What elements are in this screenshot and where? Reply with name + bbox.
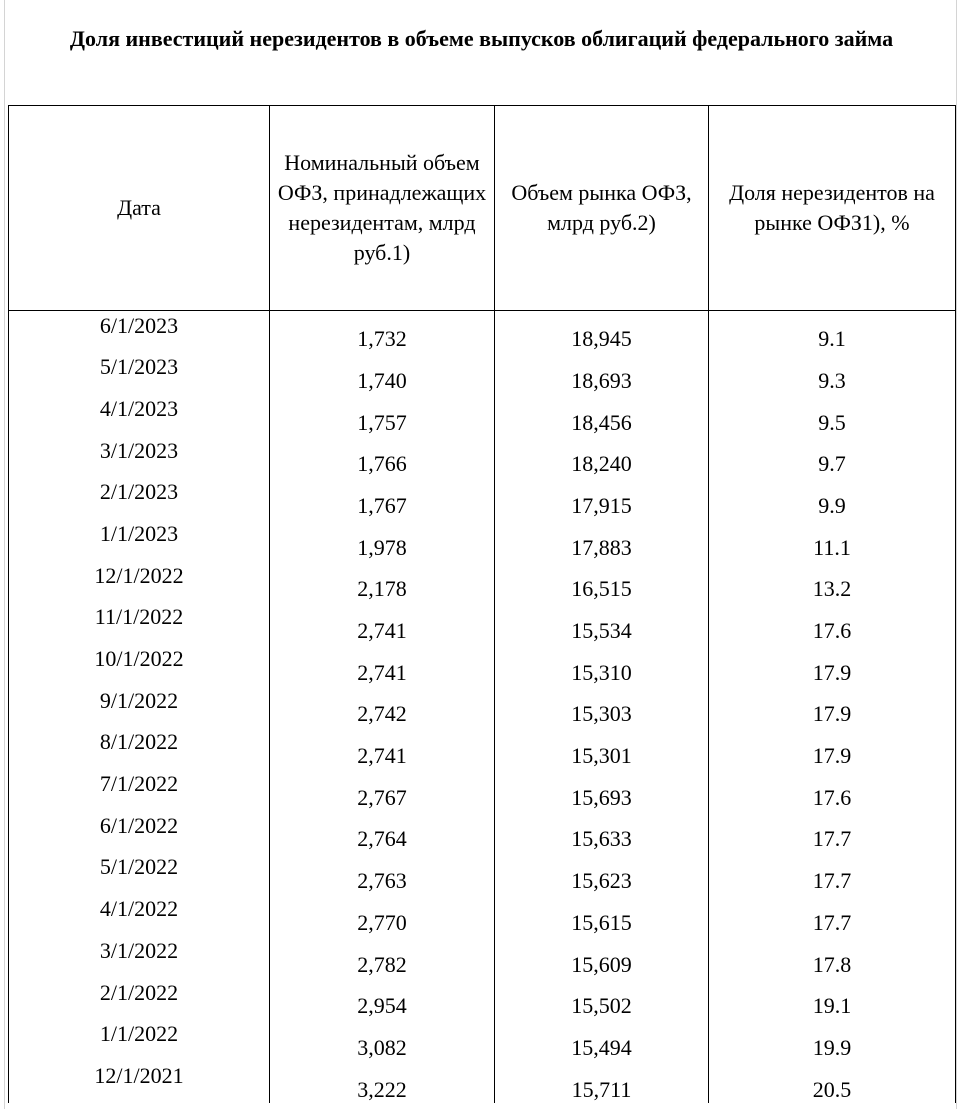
- cell-nominal-volume: 2,741: [270, 644, 495, 686]
- cell-nominal-volume: 3,222: [270, 1061, 495, 1103]
- cell-market-volume: 15,310: [495, 644, 709, 686]
- cell-market-volume: 17,883: [495, 519, 709, 561]
- table-row: [9, 727, 956, 769]
- cell-market-volume: 15,502: [495, 978, 709, 1020]
- cell-market-volume: 18,456: [495, 394, 709, 436]
- cell-nominal-volume: 2,782: [270, 936, 495, 978]
- cell-market-volume: 15,303: [495, 686, 709, 728]
- table-row: [9, 519, 956, 561]
- cell-nominal-volume: 2,741: [270, 602, 495, 644]
- table-row: [9, 978, 956, 1020]
- cell-date: 2/1/2023: [9, 477, 270, 519]
- cell-date: 3/1/2022: [9, 936, 270, 978]
- cell-nonresident-share: 13.2: [709, 561, 956, 603]
- cell-nominal-volume: 3,082: [270, 1019, 495, 1061]
- cell-market-volume: 16,515: [495, 561, 709, 603]
- cell-market-volume: 15,301: [495, 727, 709, 769]
- cell-market-volume: 15,494: [495, 1019, 709, 1061]
- table-row: [9, 811, 956, 853]
- table-row: [9, 394, 956, 436]
- cell-nominal-volume: 2,954: [270, 978, 495, 1020]
- cell-date: 6/1/2022: [9, 811, 270, 853]
- cell-market-volume: 18,240: [495, 436, 709, 478]
- cell-nominal-volume: 2,770: [270, 894, 495, 936]
- cell-nominal-volume: 2,764: [270, 811, 495, 853]
- table-row: [9, 1061, 956, 1103]
- cell-date: 3/1/2023: [9, 436, 270, 478]
- cell-date: 10/1/2022: [9, 644, 270, 686]
- cell-nonresident-share: 9.7: [709, 436, 956, 478]
- cell-market-volume: 15,711: [495, 1061, 709, 1103]
- cell-nonresident-share: 17.9: [709, 644, 956, 686]
- table-row: [9, 769, 956, 811]
- header-nonresident-share: Доля нерезидентов на рынке ОФЗ1), %: [709, 106, 956, 311]
- table-row: [9, 894, 956, 936]
- header-market-volume: Объем рынка ОФЗ, млрд руб.2): [495, 106, 709, 311]
- cell-date: 4/1/2023: [9, 394, 270, 436]
- table-row: [9, 436, 956, 478]
- cell-nominal-volume: 1,767: [270, 477, 495, 519]
- document-title: Доля инвестиций нерезидентов в объеме выпусков облигаций федерального займа: [69, 26, 894, 51]
- cell-date: 1/1/2022: [9, 1019, 270, 1061]
- cell-nonresident-share: 9.3: [709, 352, 956, 394]
- cell-market-volume: 17,915: [495, 477, 709, 519]
- table-row: [9, 561, 956, 603]
- cell-date: 12/1/2021: [9, 1061, 270, 1103]
- cell-market-volume: 15,609: [495, 936, 709, 978]
- cell-nonresident-share: 17.9: [709, 686, 956, 728]
- cell-nominal-volume: 2,763: [270, 852, 495, 894]
- cell-nonresident-share: 17.6: [709, 602, 956, 644]
- cell-nonresident-share: 9.9: [709, 477, 956, 519]
- cell-date: 2/1/2022: [9, 978, 270, 1020]
- cell-nonresident-share: 17.7: [709, 852, 956, 894]
- cell-nominal-volume: 2,741: [270, 727, 495, 769]
- table-row: [9, 936, 956, 978]
- cell-market-volume: 15,633: [495, 811, 709, 853]
- cell-date: 5/1/2023: [9, 352, 270, 394]
- cell-nominal-volume: 1,766: [270, 436, 495, 478]
- document-frame: [4, 0, 957, 1109]
- cell-nonresident-share: 17.7: [709, 811, 956, 853]
- cell-market-volume: 15,534: [495, 602, 709, 644]
- cell-date: 6/1/2023: [9, 311, 270, 353]
- cell-nominal-volume: 2,767: [270, 769, 495, 811]
- table-row: [9, 352, 956, 394]
- cell-date: 9/1/2022: [9, 686, 270, 728]
- cell-nominal-volume: 1,732: [270, 311, 495, 353]
- cell-nominal-volume: 2,178: [270, 561, 495, 603]
- table-row: [9, 1019, 956, 1061]
- cell-market-volume: 18,693: [495, 352, 709, 394]
- header-nominal-volume: Номинальный объем ОФЗ, принадлежащих нерезидентам, млрд руб.1): [270, 106, 495, 311]
- cell-nonresident-share: 19.1: [709, 978, 956, 1020]
- table-row: [9, 644, 956, 686]
- nonresident-share-table: [8, 105, 956, 1103]
- table-row: [9, 686, 956, 728]
- cell-nominal-volume: 2,742: [270, 686, 495, 728]
- cell-date: 1/1/2023: [9, 519, 270, 561]
- cell-nominal-volume: 1,740: [270, 352, 495, 394]
- cell-market-volume: 18,945: [495, 311, 709, 353]
- cell-nonresident-share: 9.1: [709, 311, 956, 353]
- cell-date: 4/1/2022: [9, 894, 270, 936]
- cell-nominal-volume: 1,978: [270, 519, 495, 561]
- header-date: Дата: [9, 106, 270, 311]
- cell-date: 5/1/2022: [9, 852, 270, 894]
- cell-nonresident-share: 17.8: [709, 936, 956, 978]
- table-row: [9, 477, 956, 519]
- cell-nonresident-share: 19.9: [709, 1019, 956, 1061]
- cell-date: 11/1/2022: [9, 602, 270, 644]
- table-row: [9, 602, 956, 644]
- table-row: [9, 311, 956, 353]
- cell-nonresident-share: 17.6: [709, 769, 956, 811]
- cell-nominal-volume: 1,757: [270, 394, 495, 436]
- table-body: [9, 311, 956, 1103]
- cell-date: 12/1/2022: [9, 561, 270, 603]
- cell-market-volume: 15,615: [495, 894, 709, 936]
- cell-nonresident-share: 9.5: [709, 394, 956, 436]
- cell-nonresident-share: 17.9: [709, 727, 956, 769]
- cell-nonresident-share: 20.5: [709, 1061, 956, 1103]
- cell-nonresident-share: 11.1: [709, 519, 956, 561]
- table-header-row: [9, 106, 956, 311]
- cell-market-volume: 15,693: [495, 769, 709, 811]
- cell-market-volume: 15,623: [495, 852, 709, 894]
- cell-date: 8/1/2022: [9, 727, 270, 769]
- table-row: [9, 852, 956, 894]
- cell-nonresident-share: 17.7: [709, 894, 956, 936]
- cell-date: 7/1/2022: [9, 769, 270, 811]
